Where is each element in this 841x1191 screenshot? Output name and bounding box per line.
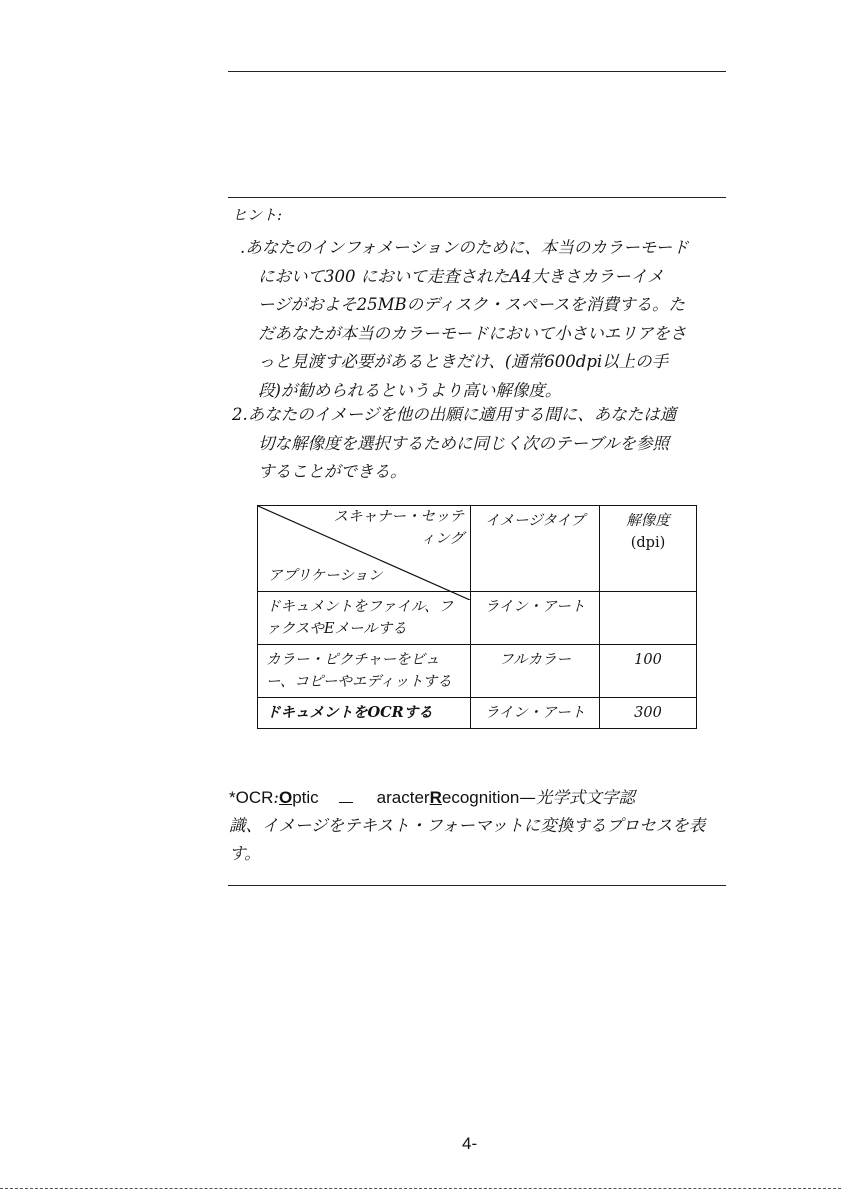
resolution-unit: (dpi) (630, 535, 666, 551)
table-cell-image-type: ライン・アート (471, 698, 600, 729)
table-cell-image-type: ライン・アート (471, 592, 600, 645)
hint-item-2-line: することができる。 (258, 462, 407, 481)
table-cell-application: カラー・ピクチャーをビュー、コピーやエディットする (258, 645, 471, 698)
image-type-header: イメージタイプ (471, 506, 600, 592)
footnote-line: す。 (229, 844, 261, 863)
diagonal-header-cell (258, 506, 471, 592)
ocr-colon: : (273, 788, 279, 807)
hint-item-1-line: だあなたが本当のカラーモードにおいて小さいエリアをさ (258, 323, 687, 343)
top-rule (228, 71, 726, 72)
hint-item-1-line: において300 において走査されたA4大きさカラーイメ (258, 266, 664, 286)
ocr-ecognition: ecognition (441, 788, 520, 807)
footnote-line (229, 784, 726, 812)
table-cell-image-type: フルカラー (471, 645, 600, 698)
ocr-footnote (229, 784, 726, 868)
hint-item-2-line: 2.あなたのイメージを他の出願に適用する間に、あなたは適 (232, 405, 677, 424)
ocr-optic: ptic (292, 788, 319, 807)
resolution-table (257, 505, 697, 729)
page-number: 4- (462, 1134, 478, 1153)
ocr-aracter: aracter (376, 788, 430, 807)
hint-item-1-line: .あなたのインフォメーションのために、本当のカラーモード (240, 238, 689, 257)
hint-item-1-line: っと見渡す必要があるときだけ、(通常600dpi以上の手 (258, 352, 669, 371)
hint-title: ヒント: (232, 206, 283, 224)
missing-char-underline (339, 788, 353, 803)
table-cell-application: ドキュメントをファイル、ファクスやEメールする (258, 592, 471, 645)
table-cell-resolution (600, 592, 697, 645)
application-label: アプリケーション (268, 568, 383, 584)
table-row (258, 645, 697, 698)
ocr-prefix: *OCR (229, 788, 274, 807)
table-header-row (258, 506, 697, 592)
hint-item-2 (232, 401, 726, 487)
table-cell-resolution: 100 (600, 645, 697, 698)
ocr-japanese-gloss: —光学式文字認 (519, 788, 635, 807)
hint-item-1-line: ージがおよそ25MBのディスク・スペースを消費する。た (258, 295, 686, 314)
scanner-setting-line: ィング (420, 531, 464, 547)
resolution-header-label: 解像度 (626, 513, 670, 529)
ocr-o-letter: O (278, 788, 293, 807)
scanner-setting-line: スキャナー・セッテ (333, 509, 464, 525)
hint-item-2-line: 切な解像度を選択するために同じく次のテーブルを参照 (258, 433, 670, 453)
hint-rule (228, 197, 726, 198)
bottom-rule (228, 885, 726, 886)
table-cell-application: ドキュメントをOCRする (258, 698, 471, 729)
hint-item-1-line: 段)が勧められるというより高い解像度。 (258, 380, 562, 400)
page-edge-dashes (0, 1188, 841, 1189)
hint-item-1 (232, 234, 726, 405)
resolution-header (600, 506, 697, 592)
ocr-r-letter: R (429, 788, 442, 807)
footnote-line: 識、イメージをテキスト・フォーマットに変換するプロセスを表 (229, 816, 706, 835)
table-cell-resolution: 300 (600, 698, 697, 729)
scanner-setting-label (334, 506, 465, 550)
table-row (258, 698, 697, 729)
